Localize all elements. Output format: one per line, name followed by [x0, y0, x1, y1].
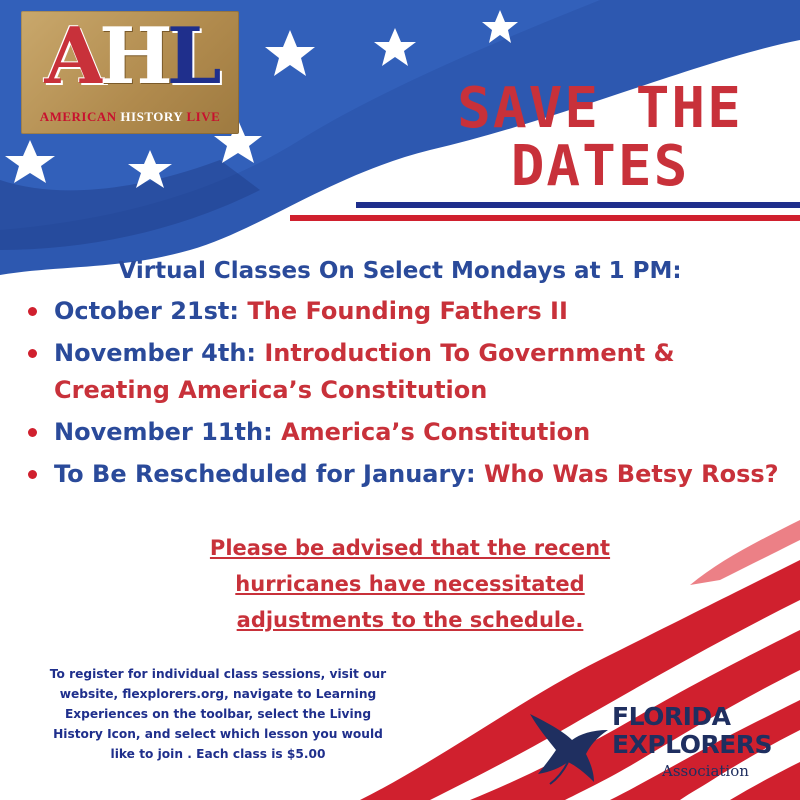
bullet-icon — [28, 307, 37, 316]
register-line: Experiences on the toolbar, select the Living — [64, 707, 372, 721]
advisory-line: Please be advised that the recent — [209, 536, 611, 560]
schedule-advisory — [180, 530, 640, 638]
register-line: To register for individual class sessions, visit our — [49, 667, 387, 681]
bullet-icon — [28, 428, 37, 437]
class-title: The Founding Fathers II — [247, 297, 568, 325]
class-title: America’s Constitution — [281, 418, 591, 446]
divider-blue — [356, 202, 800, 208]
logo-letter-h: H — [98, 11, 167, 102]
class-date: To Be Rescheduled for January: — [54, 460, 484, 488]
logo-letter-a: A — [44, 11, 99, 102]
logo-monogram — [21, 11, 239, 102]
register-line: like to join . Each class is $5.00 — [110, 747, 326, 761]
florida-explorers-logo — [520, 700, 790, 790]
bullet-icon — [28, 349, 37, 358]
advisory-line: adjustments to the schedule. — [236, 608, 584, 632]
bullet-icon — [28, 470, 37, 479]
org-name-line-2: EXPLORERS — [612, 730, 773, 759]
registration-info — [18, 664, 418, 764]
class-item — [26, 293, 786, 330]
logo-wordmark — [21, 109, 239, 125]
org-name-line-1: FLORIDA — [612, 702, 731, 731]
class-item — [26, 335, 786, 409]
class-item — [26, 456, 786, 493]
headline-line-2: DATES — [510, 134, 690, 199]
divider-red — [290, 215, 800, 221]
logo-word-live: LIVE — [186, 109, 221, 124]
headline-line-1: SAVE THE — [457, 76, 743, 141]
logo-letter-l: L — [166, 11, 216, 102]
advisory-line: hurricanes have necessitated — [235, 572, 585, 596]
register-line: History Icon, and select which lesson you would — [53, 727, 383, 741]
register-line: website, flexplorers.org, navigate to Learning — [59, 687, 377, 701]
org-name-association: Association — [662, 762, 749, 780]
class-title: Who Was Betsy Ross? — [483, 460, 779, 488]
class-date: November 11th: — [54, 418, 282, 446]
save-the-dates-headline — [410, 76, 790, 199]
class-date: November 4th: — [54, 339, 265, 367]
logo-word-history: HISTORY — [120, 109, 183, 124]
class-title: Introduction To Government & Creating America’s Constitution — [54, 339, 675, 404]
american-history-live-logo — [21, 11, 239, 134]
class-date: October 21st: — [54, 297, 248, 325]
class-item — [26, 414, 786, 451]
class-list — [26, 293, 786, 498]
schedule-heading: Virtual Classes On Select Mondays at 1 PM: — [118, 258, 682, 284]
logo-word-american: AMERICAN — [39, 109, 117, 124]
manta-ray-icon — [520, 706, 612, 786]
